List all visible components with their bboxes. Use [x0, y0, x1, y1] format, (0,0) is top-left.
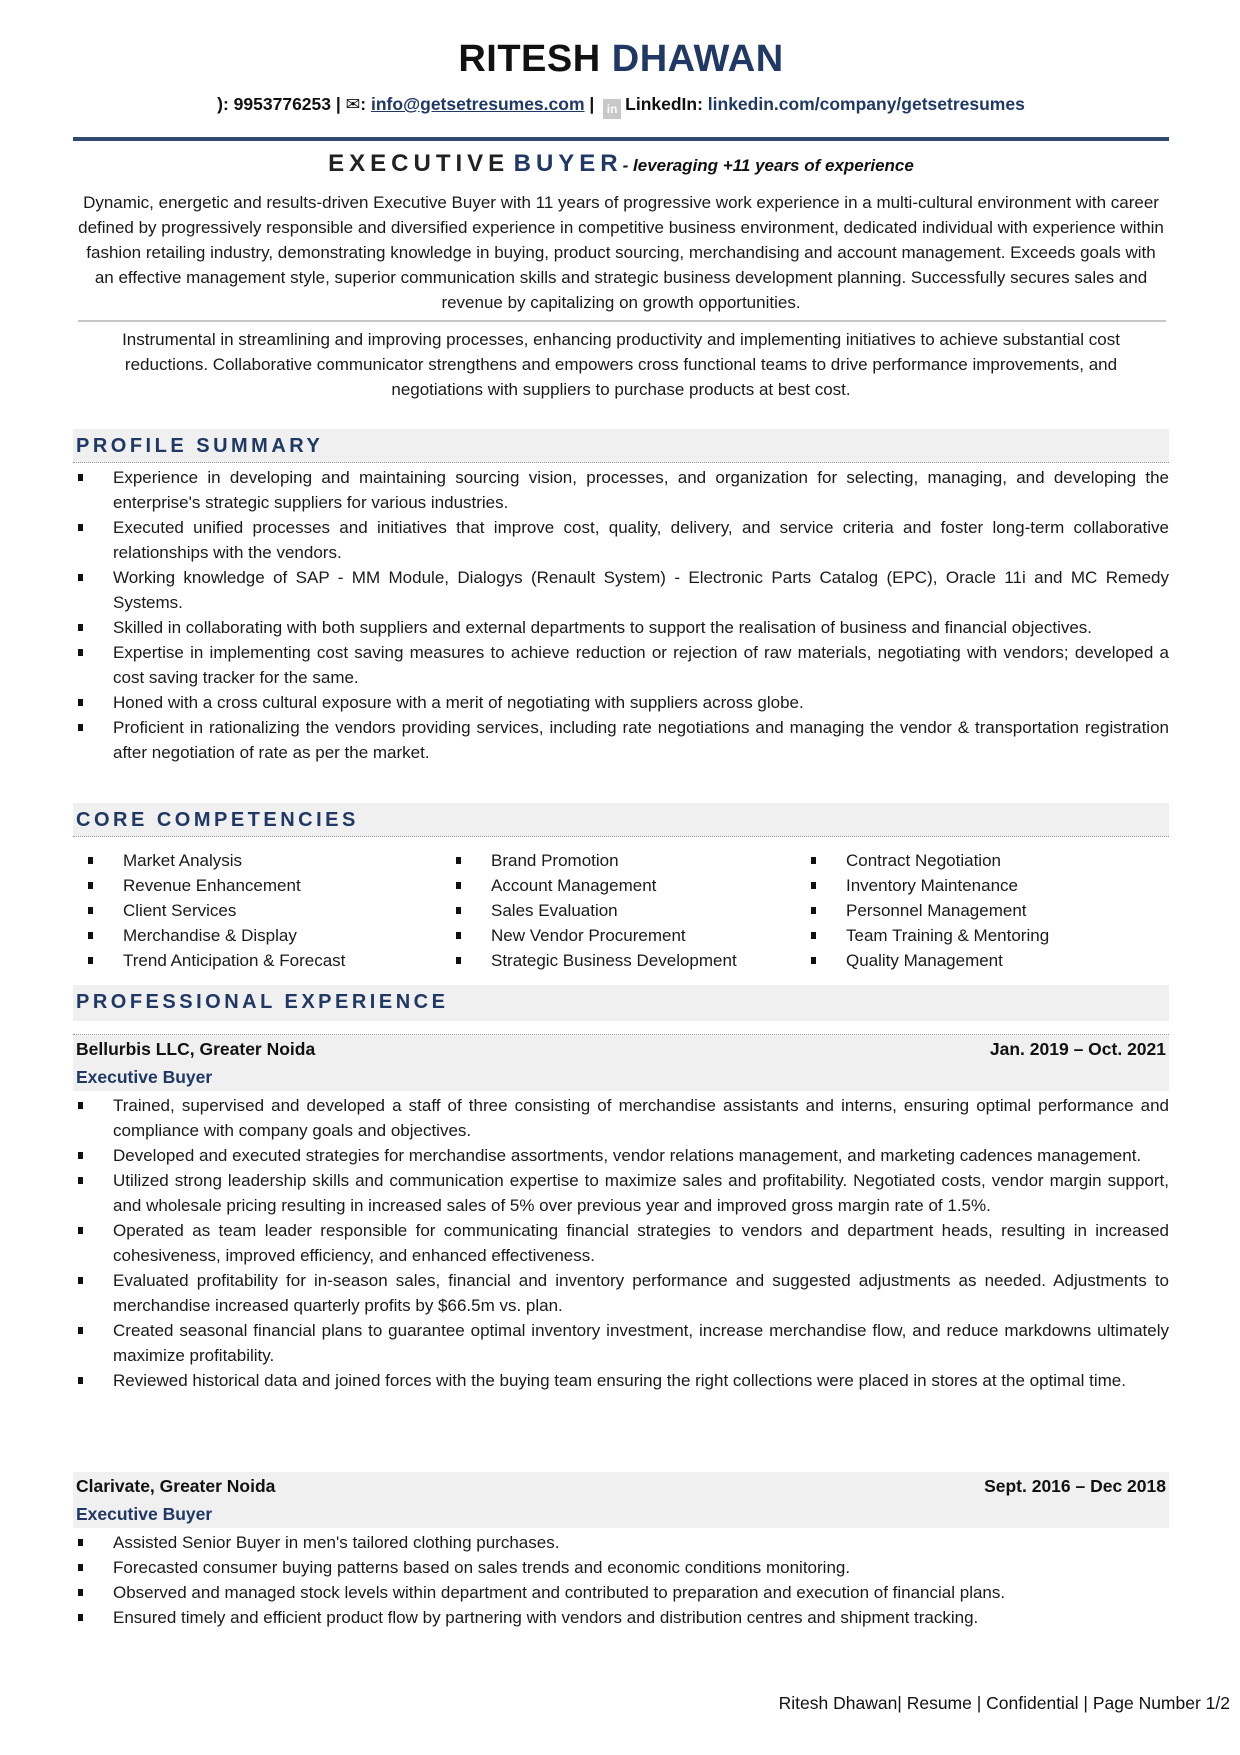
competency-item: Revenue Enhancement — [73, 873, 441, 898]
competency-item: Sales Evaluation — [441, 898, 796, 923]
competencies-grid — [73, 848, 1169, 973]
competency-item: Client Services — [73, 898, 441, 923]
competency-item: Merchandise & Display — [73, 923, 441, 948]
section-heading-professional-experience — [73, 985, 1169, 1021]
envelope-icon: ✉ — [345, 94, 361, 114]
section-title: PROFESSIONAL EXPERIENCE — [76, 991, 449, 1013]
competencies-column — [441, 848, 796, 973]
list-item: Evaluated profitability for in-season sales, financial and inventory performance and suggested adjustments as needed. Adjustments to merchandise increased quarterly profits by $66.5m vs. plan. — [73, 1268, 1169, 1318]
list-item: Executed unified processes and initiatives that improve cost, quality, delivery, and service criteria and foster long-term collaborative relationships with the vendors. — [73, 515, 1169, 565]
first-name: RITESH — [458, 38, 601, 80]
header-divider — [73, 137, 1169, 141]
page-footer: Ritesh Dhawan| Resume | Confidential | Page Number 1/2 — [778, 1693, 1230, 1713]
list-item: Utilized strong leadership skills and communication expertise to maximize sales and profitability. Negotiated costs, vendor margin support, and wholesale pricing resulting in increased sales of 5% over previous year and improved gross margin rate of 1.5%. — [73, 1168, 1169, 1218]
list-item: Reviewed historical data and joined forces with the buying team ensuring the right collections were placed in stores at the optimal time. — [73, 1368, 1169, 1393]
section-title: PROFILE SUMMARY — [76, 435, 324, 457]
job-company: Bellurbis LLC, Greater Noida — [76, 1039, 316, 1059]
separator: | — [584, 94, 600, 114]
list-item: Honed with a cross cultural exposure with a merit of negotiating with suppliers across globe. — [73, 690, 1169, 715]
section-title: CORE COMPETENCIES — [76, 809, 359, 831]
job-header — [73, 1472, 1169, 1528]
email-link[interactable]: info@getsetresumes.com — [371, 94, 585, 114]
separator: | — [331, 94, 346, 114]
phone-prefix: ): — [217, 94, 234, 114]
competency-item: Brand Promotion — [441, 848, 796, 873]
competency-item: Contract Negotiation — [796, 848, 1096, 873]
list-item: Proficient in rationalizing the vendors providing services, including rate negotiations and managing the vendor & transportation registration after negotiation of rate as per the market. — [73, 715, 1169, 765]
section-heading-core-competencies — [73, 803, 1169, 837]
job-dates: Jan. 2019 – Oct. 2021 — [989, 1039, 1166, 1059]
contact-line — [73, 94, 1169, 119]
summary-paragraph-1: Dynamic, energetic and results-driven Executive Buyer with 11 years of progressive work experience in a multi-cultural environment with career defined by progressively responsible and diversified experience in competitive business environment, dedicated individual with experience within fashion retailing industry, demonstrating knowledge in buying, product sourcing, merchandising and account management. Exceeds goals with an effective management style, superior communication skills and strategic business development planning. Successfully secures sales and revenue by capitalizing on growth opportunities. — [78, 193, 1164, 312]
job-header — [73, 1035, 1169, 1091]
competency-item: Personnel Management — [796, 898, 1096, 923]
list-item: Trained, supervised and developed a staff of three consisting of merchandise assistants and interns, ensuring optimal performance and compliance with company goals and objectives. — [73, 1093, 1169, 1143]
competency-item: Inventory Maintenance — [796, 873, 1096, 898]
list-item: Created seasonal financial plans to guarantee optimal inventory investment, increase merchandise flow, and reduce markdowns ultimately maximize profitability. — [73, 1318, 1169, 1368]
headline-tagline: - leveraging +11 years of experience — [622, 156, 914, 175]
list-item: Working knowledge of SAP - MM Module, Dialogys (Renault System) - Electronic Parts Catalog (EPC), Oracle 11i and MC Remedy Systems. — [73, 565, 1169, 615]
job-title: Executive Buyer — [76, 1067, 213, 1087]
linkedin-icon: in — [603, 99, 621, 119]
summary-paragraph-2: Instrumental in streamlining and improving processes, enhancing productivity and implementing initiatives to achieve substantial cost reductions. Collaborative communicator strengthens and empowers cross functional teams to drive performance improvements, and negotiations with suppliers to purchase products at best cost. — [122, 330, 1120, 399]
linkedin-link[interactable]: linkedin.com/company/getsetresumes — [707, 94, 1025, 114]
list-item: Operated as team leader responsible for communicating financial strategies to vendors and department heads, resulting in increased cohesiveness, improved efficiency, and enhanced effectiveness. — [73, 1218, 1169, 1268]
summary-divider — [78, 320, 1166, 322]
job-bullets — [73, 1093, 1169, 1393]
candidate-name — [73, 38, 1169, 81]
competency-item: Market Analysis — [73, 848, 441, 873]
competencies-column — [73, 848, 441, 973]
competencies-column — [796, 848, 1096, 973]
section-heading-profile-summary — [73, 429, 1169, 463]
profile-summary-list — [73, 465, 1169, 765]
list-item: Ensured timely and efficient product flow by partnering with vendors and distribution centres and shipment tracking. — [73, 1605, 1169, 1630]
list-item: Expertise in implementing cost saving measures to achieve reduction or rejection of raw materials, negotiating with vendors; developed a cost saving tracker for the same. — [73, 640, 1169, 690]
email-colon: : — [360, 94, 371, 114]
job-bullets — [73, 1530, 1169, 1630]
competency-item: Quality Management — [796, 948, 1096, 973]
last-name: DHAWAN — [611, 38, 784, 80]
phone-number: 9953776253 — [233, 94, 331, 114]
job-title: Executive Buyer — [76, 1504, 213, 1524]
job-dates: Sept. 2016 – Dec 2018 — [984, 1476, 1166, 1496]
job-company: Clarivate, Greater Noida — [76, 1476, 276, 1496]
headline-title-part1: EXECUTIVE — [328, 150, 510, 177]
headline — [73, 150, 1169, 178]
competency-item: Trend Anticipation & Forecast — [73, 948, 441, 973]
list-item: Developed and executed strategies for merchandise assortments, vendor relations management, and marketing cadences management. — [73, 1143, 1169, 1168]
list-item: Forecasted consumer buying patterns based on sales trends and economic conditions monitoring. — [73, 1555, 1169, 1580]
competency-item: Team Training & Mentoring — [796, 923, 1096, 948]
competency-item: Account Management — [441, 873, 796, 898]
list-item: Assisted Senior Buyer in men's tailored clothing purchases. — [73, 1530, 1169, 1555]
list-item: Skilled in collaborating with both suppliers and external departments to support the realisation of business and financial objectives. — [73, 615, 1169, 640]
competency-item: Strategic Business Development — [441, 948, 796, 973]
list-item: Experience in developing and maintaining sourcing vision, processes, and organization for selecting, managing, and developing the enterprise's strategic suppliers for various industries. — [73, 465, 1169, 515]
competency-item: New Vendor Procurement — [441, 923, 796, 948]
linkedin-label: LinkedIn: — [625, 94, 708, 114]
list-item: Observed and managed stock levels within department and contributed to preparation and execution of financial plans. — [73, 1580, 1169, 1605]
headline-title-part2: BUYER — [513, 150, 623, 177]
